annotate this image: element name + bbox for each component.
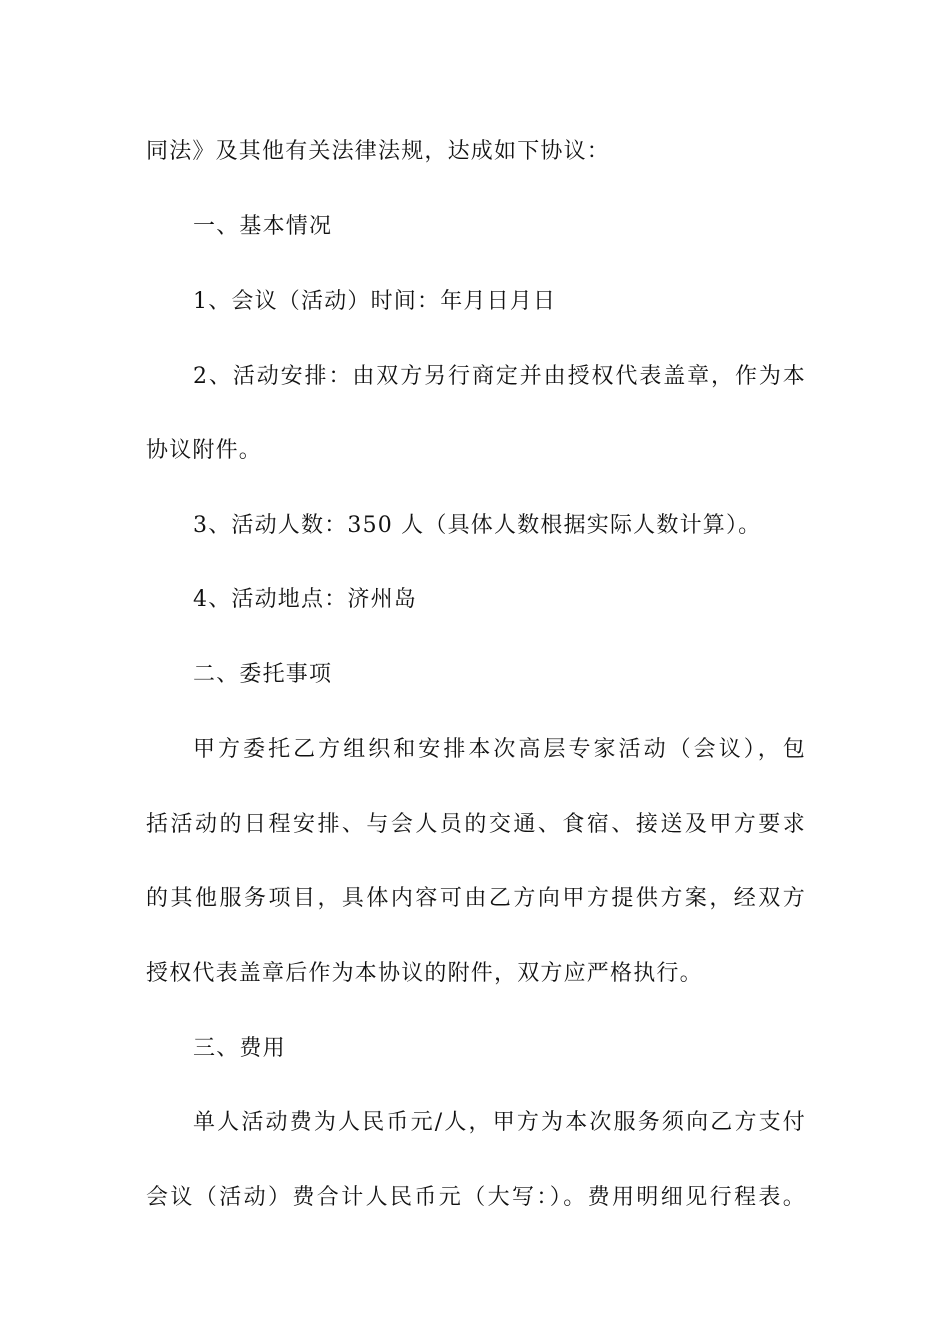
text-line: 括活动的日程安排、与会人员的交通、食宿、接送及甲方要求 <box>146 812 806 837</box>
text-line: 同法》及其他有关法律法规，达成如下协议： <box>146 139 611 164</box>
text-line: 单人活动费为人民币元/人，甲方为本次服务须向乙方支付 <box>193 1110 806 1135</box>
text-line: 协议附件。 <box>146 438 263 463</box>
text-line: 甲方委托乙方组织和安排本次高层专家活动（会议），包 <box>193 737 806 762</box>
section-heading: 三、费用 <box>193 1036 286 1061</box>
text-line: 4、活动地点：济州岛 <box>193 587 417 612</box>
text-line: 3、活动人数：350 人（具体人数根据实际人数计算）。 <box>193 513 762 538</box>
section-heading: 二、委托事项 <box>193 662 333 687</box>
section-heading: 一、基本情况 <box>193 214 333 239</box>
text-line: 2、活动安排：由双方另行商定并由授权代表盖章，作为本 <box>193 364 806 389</box>
text-line: 的其他服务项目，具体内容可由乙方向甲方提供方案，经双方 <box>146 886 806 911</box>
text-line: 授权代表盖章后作为本协议的附件，双方应严格执行。 <box>146 961 703 986</box>
text-line: 1、会议（活动）时间：年月日月日 <box>193 289 557 314</box>
text-line: 会议（活动）费合计人民币元（大写：）。费用明细见行程表。 <box>146 1185 806 1210</box>
